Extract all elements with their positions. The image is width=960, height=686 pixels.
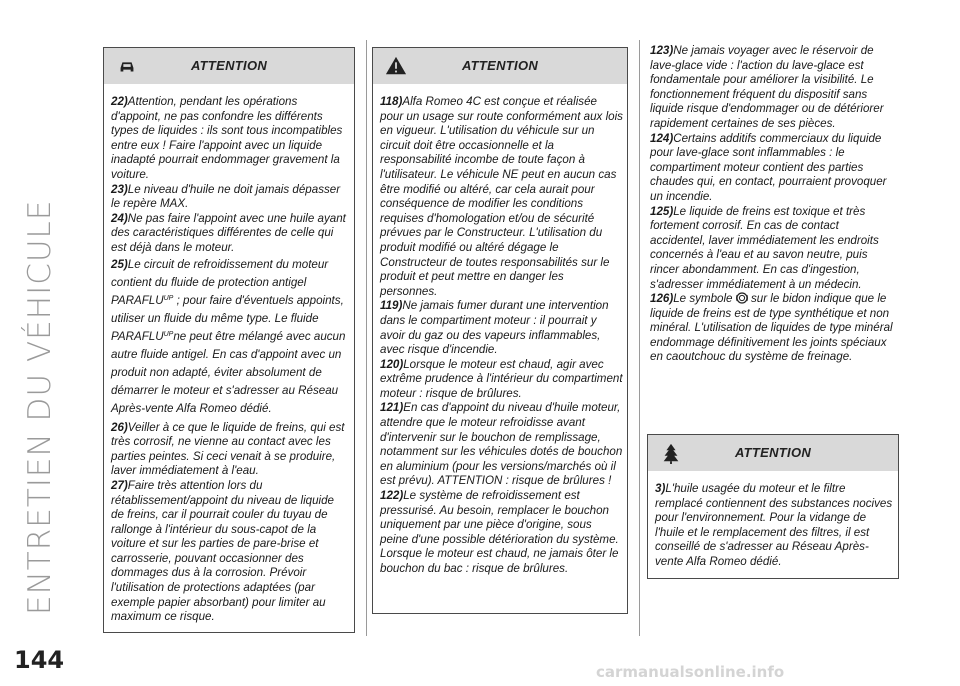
item-number: 24) [111,211,128,225]
warning-item-22 [111,95,350,183]
brake-fluid-symbol-icon [736,292,748,304]
attention-body [104,85,354,631]
item-text: Le liquide de freins est toxique et très fortement corrosif. En cas de contact accidentel, laver immédiatement les endroits concernés à l'eau et au savon neutre, puis rincer abondamment. En cas d'ingestion, s'adresser immédiatement à un médecin. [650,204,879,291]
item-number: 123) [650,44,674,57]
warning-item-120 [380,358,623,402]
item-number: 126) [650,292,674,306]
item-number: 22) [111,95,128,108]
warning-triangle-icon [385,55,407,77]
item-text: Ne pas faire l'appoint avec une huile ayant des caractéristiques différentes de celle qui est déjà dans le moteur. [111,211,346,254]
item-number: 25) [111,257,128,271]
item-text: Le système de refroidissement est pressurisé. Au besoin, remplacer le bouchon uniquement par une pièce d'origine, sous peine d'une possible détérioration du système. Lorsque le moteur est chaud, ne jamais ôter le bouchon du bac : risque de brûlures. [380,489,619,575]
attention-box-environment [647,434,899,579]
attention-box-general [372,47,628,614]
warning-item-24 [111,212,350,256]
attention-body [648,472,898,576]
item-text: Faire très attention lors du rétablissement/appoint du niveau de liquide de freins, car il pourrait couler du tuyau de rallonge à l'intérieur du sous-capot de la voiture et sur les parties de pare-brise et carrosserie, pouvant occasionner des dommages dus à la corrosion. Prévoir l'utilisation de protections adaptées (par exemple papier absorbant) pour limiter au maximum ce risque. [111,478,335,624]
item-text: Ne jamais fumer durant une intervention dans le compartiment moteur : il pourrait y avoir du gaz ou des vapeurs inflammables, avec risque d'incendie. [380,299,609,357]
attention-title: ATTENTION [461,58,539,73]
attention-body [373,85,627,583]
attention-header [104,48,354,85]
item-text: Attention, pendant les opérations d'appoint, ne pas confondre les différents types de liquides : ils sont tous incompatibles entre eux ! Faire l'appoint avec un liquide inadapté pourrait endommager gravement la voiture. [111,95,343,181]
warning-item-123 [650,44,896,132]
warning-item-121 [380,401,623,489]
section-side-title: ENTRETIEN DU VÉHICULE [22,199,58,615]
footer-watermark: carmanualsonline.info [596,663,785,681]
item-text: sur le bidon indique que le liquide de freins est de type synthétique et non minéral. L'utilisation de liquides de type minéral endommage définitivement les joints spéciaux en caoutchouc du système de freinage. [650,292,893,364]
warning-item-3 [655,482,894,570]
warning-item-125 [650,205,896,293]
attention-box-engine [103,47,355,633]
attention-header [373,48,627,85]
item-text: Certains additifs commerciaux du liquide pour lave-glace sont inflammables : le compartiment moteur contient des parties chaudes qui, en contact, pourraient provoquer un incendie. [650,131,887,203]
warning-item-119 [380,299,623,357]
item-text: Lorsque le moteur est chaud, agir avec extrême prudence à l'intérieur du compartiment moteur : risque de brûlures. [380,357,623,400]
item-text: Ne jamais voyager avec le réservoir de lave-glace vide : l'action du lave-glace est fondamentale pour améliorer la visibilité. Le fonctionnement fréquent du dispositif sans liquide risque d'endommager ou de détériorer rapidement certaines de ses pièces. [650,44,884,130]
warning-item-122 [380,489,623,577]
trademark-sup: UP [163,330,174,338]
attention-title: ATTENTION [190,58,268,73]
warning-item-126 [650,292,896,365]
attention-title: ATTENTION [734,445,812,460]
item-number: 27) [111,478,128,492]
trademark-sup: UP [163,294,174,302]
item-number: 121) [380,401,404,415]
item-text: En cas d'appoint du niveau d'huile moteur, attendre que le moteur refroidisse avant d'intervenir sur le bouchon de remplissage, notamment sur les véhicules dotés de bouchon en aluminium (pour les versions/marchés où il est prévu). ATTENTION : risque de brûlures ! [380,401,623,488]
item-number: 125) [650,204,674,218]
item-number: 122) [380,489,404,503]
item-text: ; pour faire d'éventuels appoints, utiliser un fluide du même type. Le fluide PARAFLU [111,293,344,343]
item-number: 124) [650,131,674,145]
warning-item-26 [111,421,350,479]
attention-continued [650,44,896,365]
car-engine-icon [116,55,138,77]
item-number: 118) [380,95,403,108]
warning-item-118 [380,95,623,299]
item-text: Le symbole [673,292,733,306]
item-number: 119) [380,299,403,313]
item-number: 23) [111,182,128,196]
item-text: ne peut être mélangé avec aucun autre fluide antigel. En cas d'appoint avec un produit non adapté, éviter absolument de démarrer le moteur et s'adresser au Réseau Après-vente Alfa Romeo dédié. [111,329,346,415]
item-text: Le niveau d'huile ne doit jamais dépasser le repère MAX. [111,182,341,211]
item-number: 26) [111,420,128,434]
column-divider [639,40,640,636]
warning-item-124 [650,132,896,205]
page-number: 144 [14,646,65,674]
item-text: Veiller à ce que le liquide de freins, qui est très corrosif, ne vienne au contact avec les parties peintes. Si ceci venait à se produire, laver immédiatement à l'eau. [111,420,345,478]
environment-tree-icon [660,442,682,464]
attention-header [648,435,898,472]
column-divider [366,40,367,636]
warning-item-25 [111,256,350,418]
warning-item-23 [111,183,350,212]
warning-item-27 [111,479,350,625]
item-text: Le circuit de refroidissement du moteur contient du fluide de protection antigel PARAFLU [111,257,329,307]
item-number: 3) [655,482,666,495]
item-text: Alfa Romeo 4C est conçue et réalisée pour un usage sur route conformément aux lois en vigueur. L'utilisation du véhicule sur un circuit doit être occasionnelle et la responsabilité incombe de toute façon à l'utilisateur. Le véhicule NE peut en aucun cas être modifié ou altéré, car cela aurait pour conséquence de modifier les conditions requises d'homologation et/ou de sécurité prévues par le Constructeur. L'utilisation du produit modifié ou altéré dégage le Constructeur de toutes responsabilités sur le produit et peut mettre en danger les personnes. [380,95,623,298]
item-text: L'huile usagée du moteur et le filtre remplacé contiennent des substances nocives pour l'environnement. Pour la vidange de l'huile et le remplacement des filtres, il est conseillé de s'adresser au Réseau Après-vente Alfa Romeo dédié. [655,482,893,568]
item-number: 120) [380,357,404,371]
